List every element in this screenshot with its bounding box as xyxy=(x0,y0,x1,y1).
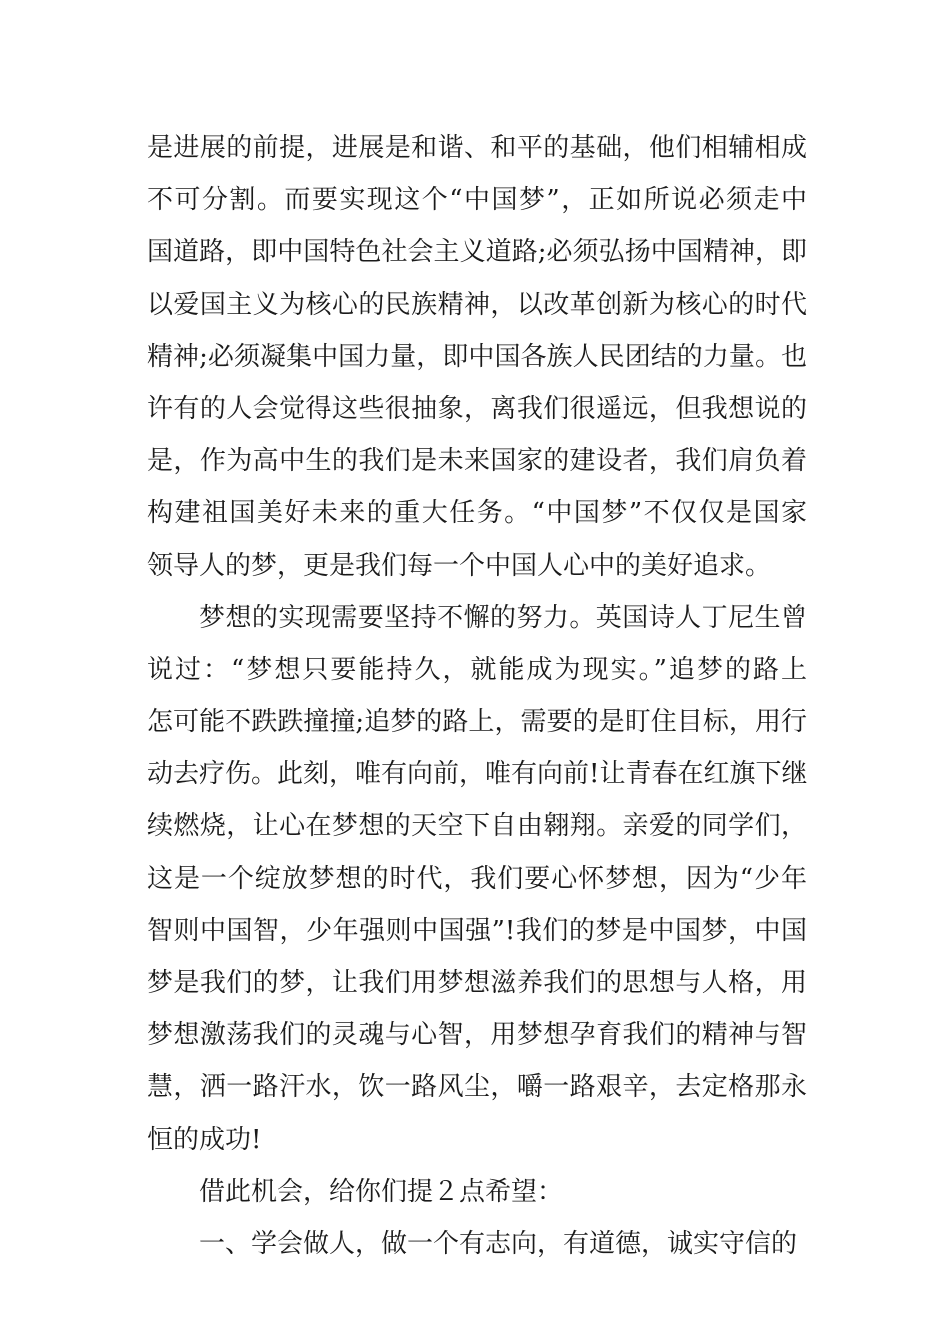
paragraph xyxy=(147,122,807,592)
text-line: 不可分割。而要实现这个“中国梦”，正如所说必须走中 xyxy=(147,185,807,216)
paragraph xyxy=(147,1166,807,1218)
text-line: 领导人的梦，更是我们每一个中国人心中的美好追求。 xyxy=(147,550,772,581)
text-line: 一、学会做人，做一个有志向，有道德，诚实守信的 xyxy=(199,1228,798,1259)
text-line: 慧，洒一路汗水，饮一路风尘，嚼一路艰辛，去定格那永 xyxy=(147,1072,807,1103)
text-line: 是，作为高中生的我们是未来国家的建设者，我们肩负着 xyxy=(147,446,807,477)
text-line: 精神;必须凝集中国力量，即中国各族人民团结的力量。也 xyxy=(147,341,807,372)
text-line: 续燃烧，让心在梦想的天空下自由翱翔。亲爱的同学们， xyxy=(147,811,807,842)
text-line: 借此机会，给你们提２点希望： xyxy=(199,1176,564,1207)
paragraph xyxy=(147,1218,807,1270)
paragraph xyxy=(147,592,807,1166)
text-line: 动去疗伤。此刻，唯有向前，唯有向前!让青春在红旗下继 xyxy=(147,759,808,790)
text-line: 说过：“梦想只要能持久，就能成为现实。”追梦的路上 xyxy=(147,654,807,685)
text-line: 这是一个绽放梦想的时代，我们要心怀梦想，因为“少年 xyxy=(147,863,807,894)
document-body xyxy=(147,122,807,1270)
text-line: 怎可能不跌跌撞撞;追梦的路上，需要的是盯住目标，用行 xyxy=(147,707,807,738)
text-line: 是进展的前提，进展是和谐、和平的基础，他们相辅相成 xyxy=(147,133,807,163)
text-line: 梦是我们的梦，让我们用梦想滋养我们的思想与人格，用 xyxy=(147,968,807,998)
text-line: 恒的成功! xyxy=(147,1124,262,1155)
text-line: 梦想的实现需要坚持不懈的努力。英国诗人丁尼生曾 xyxy=(199,602,807,633)
text-line: 梦想激荡我们的灵魂与心智，用梦想孕育我们的精神与智 xyxy=(147,1020,807,1051)
text-line: 构建祖国美好未来的重大任务。“中国梦”不仅仅是国家 xyxy=(147,498,807,529)
text-line: 以爱国主义为核心的民族精神，以改革创新为核心的时代 xyxy=(147,289,807,320)
text-line: 智则中国智，少年强则中国强”!我们的梦是中国梦，中国 xyxy=(147,915,807,946)
text-line: 国道路，即中国特色社会主义道路;必须弘扬中国精神，即 xyxy=(147,237,807,268)
text-line: 许有的人会觉得这些很抽象，离我们很遥远，但我想说的 xyxy=(147,393,807,424)
